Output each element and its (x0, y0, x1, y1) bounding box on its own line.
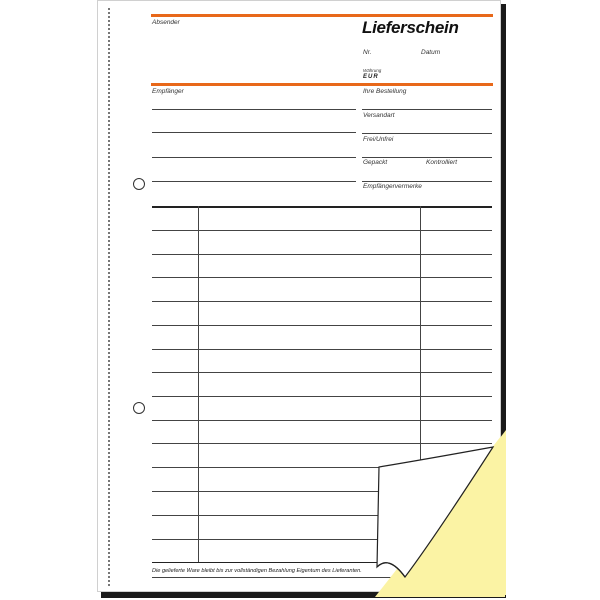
table-column-divider (198, 206, 199, 562)
table-row-line[interactable] (152, 277, 492, 278)
freight-field-line[interactable] (362, 157, 492, 158)
table-row-line[interactable] (152, 325, 492, 326)
recipient-label: Empfänger (152, 88, 184, 95)
date-label: Datum (421, 49, 441, 56)
table-top-border (152, 206, 492, 208)
recipient-line[interactable] (152, 181, 356, 182)
recipient-line[interactable] (152, 109, 356, 110)
table-row-line[interactable] (152, 372, 492, 373)
recipient-notes-label: Empfängervermerke (363, 183, 422, 190)
shipping-field-line[interactable] (362, 133, 492, 134)
recipient-line[interactable] (152, 157, 356, 158)
table-row-line[interactable] (152, 254, 492, 255)
table-row-line[interactable] (152, 230, 492, 231)
packed-field-line[interactable] (362, 181, 492, 182)
table-row-line[interactable] (152, 349, 492, 350)
ownership-note: Die gelieferte Ware bleibt bis zur vollständigen Bezahlung Eigentum des Lieferanten. (152, 568, 362, 574)
order-field-line[interactable] (362, 109, 492, 110)
punch-hole-bottom (133, 402, 145, 414)
table-row-line[interactable] (152, 396, 492, 397)
packed-label: Gepackt (363, 159, 388, 166)
currency-value: EUR (363, 74, 379, 80)
page-curl-corner (375, 437, 505, 597)
currency-label: Währung (363, 68, 382, 73)
header-accent-line-top (151, 14, 493, 17)
header-accent-line-bottom (151, 83, 493, 86)
freight-label: Frei/Unfrei (363, 136, 394, 143)
punch-hole-top (133, 178, 145, 190)
document-title: Lieferschein (362, 18, 459, 37)
sender-label: Absender (152, 19, 180, 26)
perforation-line (108, 8, 110, 586)
table-row-line[interactable] (152, 301, 492, 302)
number-label: Nr. (363, 49, 372, 56)
order-label: Ihre Bestellung (363, 88, 407, 95)
table-row-line[interactable] (152, 420, 492, 421)
shipping-label: Versandart (363, 112, 395, 119)
checked-label: Kontrolliert (426, 159, 458, 166)
recipient-line[interactable] (152, 132, 356, 133)
